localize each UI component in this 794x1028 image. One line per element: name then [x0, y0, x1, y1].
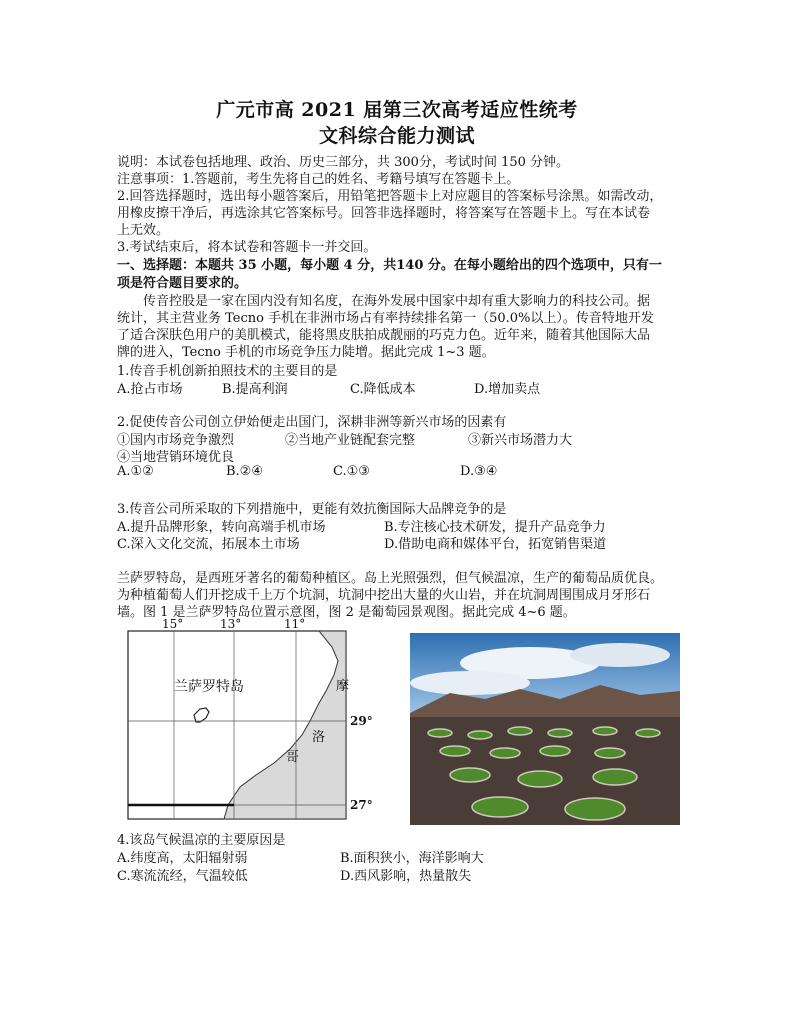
instruction-line: 注意事项：1.答题前，考生先将自己的姓名、考籍号填写在答题卡上。 [117, 172, 520, 187]
question-1-option-b: B.提高利润 [222, 382, 288, 397]
passage-line: 兰萨罗特岛，是西班牙著名的葡萄种植区。岛上光照强烈，但气候温凉，生产的葡萄品质优良。 [117, 571, 664, 586]
passage-line: 牌的进入，Tecno 手机的市场竞争压力陡增。据此完成 1~3 题。 [117, 345, 495, 360]
question-4-option-a: A.纬度高，太阳辐射弱 [117, 851, 248, 866]
location-map-figure [124, 617, 396, 825]
country-label-luo: 洛 [312, 730, 326, 745]
question-1-option-a: A.抢占市场 [117, 382, 183, 397]
section-heading-cont: 项是符合题目要求的。 [117, 276, 248, 291]
question-3-option-a: A.提升品牌形象，转向高端手机市场 [117, 520, 326, 535]
question-2-stem: 2.促使传音公司创立伊始便走出国门，深耕非洲等新兴市场的因素有 [117, 415, 507, 430]
question-2-option-a: A.①② [117, 464, 154, 479]
question-4-option-d: D.西风影响，热量散失 [340, 869, 472, 884]
instruction-line: 3.考试结束后，将本试卷和答题卡一并交回。 [117, 240, 377, 255]
question-2-statement-1: ①国内市场竞争激烈 [117, 433, 235, 448]
passage-line: 了适合深肤色用户的美肌模式，能将黑皮肤拍成靓丽的巧克力色。近年来，随着其他国际大品 [117, 328, 651, 343]
instruction-line: 上无效。 [117, 223, 170, 238]
passage-line: 传音控股是一家在国内没有知名度，在海外发展中国家中却有重大影响力的科技公司。据 [117, 294, 651, 309]
question-3-stem: 3.传音公司所采取的下列措施中，更能有效抗衡国际大品牌竞争的是 [117, 502, 507, 517]
question-4-stem: 4.该岛气候温凉的主要原因是 [117, 833, 286, 848]
section-heading: 一、选择题：本题共 35 小题，每小题 4 分，共140 分。在每小题给出的四个选项中，只有一 [117, 258, 662, 273]
lon-label-13: 13° [220, 617, 242, 631]
passage-line: 墙。图 1 是兰萨罗特岛位置示意图，图 2 是葡萄园景观图。据此完成 4~6 题。 [117, 605, 576, 620]
question-3-option-b: B.专注核心技术研发，提升产品竞争力 [384, 520, 606, 535]
question-4-option-c: C.寒流流经，气温较低 [117, 869, 248, 884]
question-2-option-c: C.①③ [333, 464, 370, 479]
question-2-option-b: B.②④ [226, 464, 263, 479]
question-1-option-c: C.降低成本 [350, 382, 416, 397]
instruction-line: 2.回答选择题时，选出每小题答案后，用铅笔把答题卡上对应题目的答案标号涂黑。如需改动， [117, 189, 663, 204]
country-label-mo: 摩 [336, 679, 350, 694]
lat-label-27: 27° [350, 798, 373, 812]
instruction-line: 说明：本试卷包括地理、政治、历史三部分，共 300分，考试时间 150 分钟。 [117, 155, 570, 170]
island-label: 兰萨罗特岛 [174, 679, 244, 695]
instruction-line: 用橡皮擦干净后，再选涂其它答案标号。回答非选择题时，将答案写在答题卡上。写在本试卷 [117, 206, 651, 221]
question-3-option-d: D.借助电商和媒体平台，拓宽销售渠道 [384, 537, 607, 552]
lon-label-15: 15° [162, 617, 184, 631]
passage-line: 为种植葡萄人们开挖成千上万个坑洞，坑洞中挖出大量的火山岩，并在坑洞周围围成月牙形石 [117, 588, 651, 603]
lon-label-11: 11° [284, 617, 306, 631]
question-1-stem: 1.传音手机创新拍照技术的主要目的是 [117, 364, 338, 379]
country-label-ge: 哥 [286, 750, 300, 765]
question-2-option-d: D.③④ [460, 464, 498, 479]
question-1-option-d: D.增加卖点 [474, 382, 541, 397]
question-2-statement-3: ③新兴市场潜力大 [468, 433, 573, 448]
question-2-statement-2: ②当地产业链配套完整 [285, 433, 416, 448]
vineyard-landscape-photo [410, 633, 680, 825]
question-4-option-b: B.面积狭小，海洋影响大 [340, 851, 484, 866]
question-3-option-c: C.深入文化交流，拓展本土市场 [117, 537, 300, 552]
question-2-statement-4: ④当地营销环境优良 [117, 450, 235, 465]
exam-subtitle: 文科综合能力测试 [318, 125, 475, 147]
lat-label-29: 29° [350, 714, 373, 728]
exam-title: 广元市高 2021 届第三次高考适应性统考 [216, 99, 578, 121]
passage-line: 统计，其主营业务 Tecno 手机在非洲市场占有率持续排名第一（50.0%以上）。传音特地开发 [117, 311, 654, 326]
